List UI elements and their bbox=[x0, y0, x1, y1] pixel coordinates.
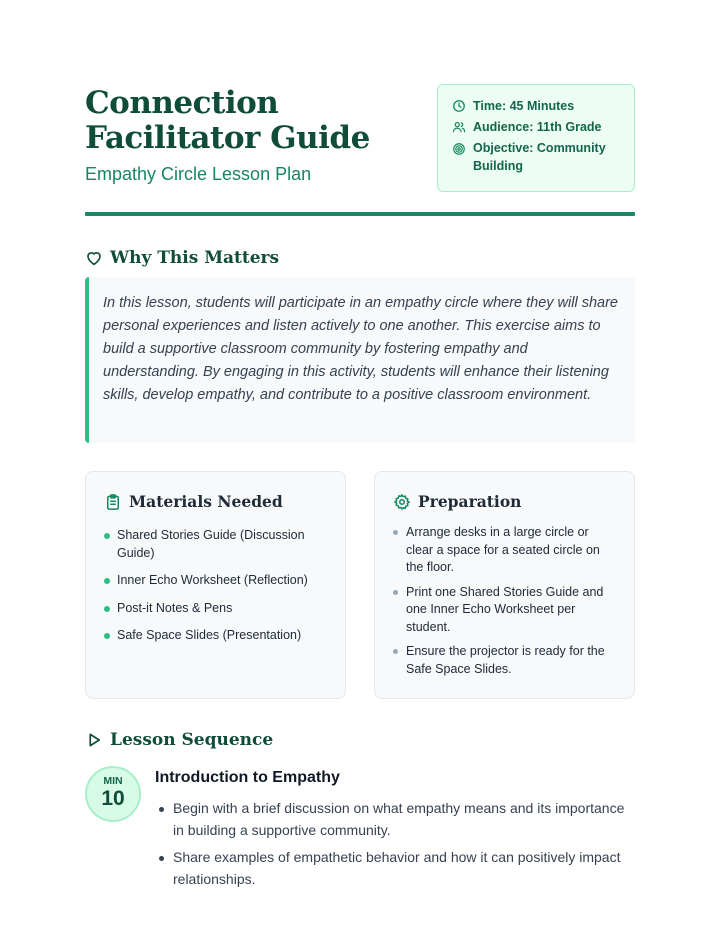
bullet-dot bbox=[104, 633, 110, 639]
target-icon bbox=[452, 142, 466, 156]
why-heading-text: Why This Matters bbox=[110, 248, 280, 268]
header bbox=[85, 84, 635, 194]
heart-icon bbox=[85, 249, 103, 267]
clipboard-icon bbox=[104, 493, 122, 511]
bullet-dot bbox=[104, 606, 110, 612]
sequence-heading-text: Lesson Sequence bbox=[110, 730, 274, 750]
gear-icon bbox=[393, 493, 411, 511]
duration-minutes: 10 bbox=[101, 787, 125, 810]
list-item: Ensure the projector is ready for the Safe Space Slides. bbox=[393, 643, 616, 678]
list-item: Inner Echo Worksheet (Reflection) bbox=[104, 569, 327, 590]
list-item: Print one Shared Stories Guide and one Inner Echo Worksheet per student. bbox=[393, 584, 616, 637]
list-item: Share examples of empathetic behavior and how it can positively impact relationships. bbox=[155, 847, 635, 890]
preparation-list bbox=[393, 524, 616, 678]
list-item: Arrange desks in a large circle or clear a space for a seated circle on the floor. bbox=[393, 524, 616, 577]
materials-heading bbox=[104, 492, 327, 511]
page-subtitle: Empathy Circle Lesson Plan bbox=[85, 164, 312, 184]
preparation-heading-text: Preparation bbox=[418, 492, 522, 511]
step-title: Introduction to Empathy bbox=[155, 769, 340, 786]
bullet-dot bbox=[104, 533, 110, 539]
duration-badge bbox=[85, 766, 141, 822]
why-body: In this lesson, students will participate in an empathy circle where they will share personal experiences and listen actively to one another. This exercise aims to build a supportive classroom community by fostering empathy and understanding. By engaging in this activity, students will enhance their listening skills, develop empathy, and contribute to a positive classroom environment. bbox=[103, 295, 618, 403]
bullet-dot bbox=[393, 530, 398, 535]
list-item: Safe Space Slides (Presentation) bbox=[104, 624, 327, 645]
bullet-dot bbox=[393, 649, 398, 654]
preparation-heading bbox=[393, 492, 616, 511]
duration-unit: MIN bbox=[103, 775, 123, 787]
step-bullets bbox=[155, 798, 635, 896]
bullet-dot bbox=[104, 578, 110, 584]
meta-time bbox=[452, 97, 620, 115]
clock-icon bbox=[452, 99, 466, 113]
meta-objective-text: Objective: Community Building bbox=[473, 141, 606, 173]
materials-card bbox=[85, 471, 346, 699]
materials-list bbox=[104, 524, 327, 645]
meta-time-text: Time: 45 Minutes bbox=[473, 99, 575, 113]
meta-objective bbox=[452, 139, 620, 175]
bullet-dot bbox=[393, 590, 398, 595]
meta-box bbox=[437, 84, 635, 192]
sequence-heading bbox=[85, 730, 273, 750]
users-icon bbox=[452, 120, 466, 134]
list-item: Begin with a brief discussion on what empathy means and its importance in building a supportive community. bbox=[155, 798, 635, 841]
why-heading bbox=[85, 248, 279, 268]
why-quote bbox=[85, 277, 635, 443]
meta-audience bbox=[452, 118, 620, 136]
meta-audience-text: Audience: 11th Grade bbox=[473, 120, 602, 134]
preparation-card bbox=[374, 471, 635, 699]
header-divider bbox=[85, 212, 635, 216]
play-icon bbox=[85, 731, 103, 749]
list-item: Shared Stories Guide (Discussion Guide) bbox=[104, 524, 327, 562]
list-item: Post-it Notes & Pens bbox=[104, 597, 327, 618]
materials-heading-text: Materials Needed bbox=[129, 492, 283, 511]
page-title: Connection Facilitator Guide bbox=[85, 85, 370, 156]
